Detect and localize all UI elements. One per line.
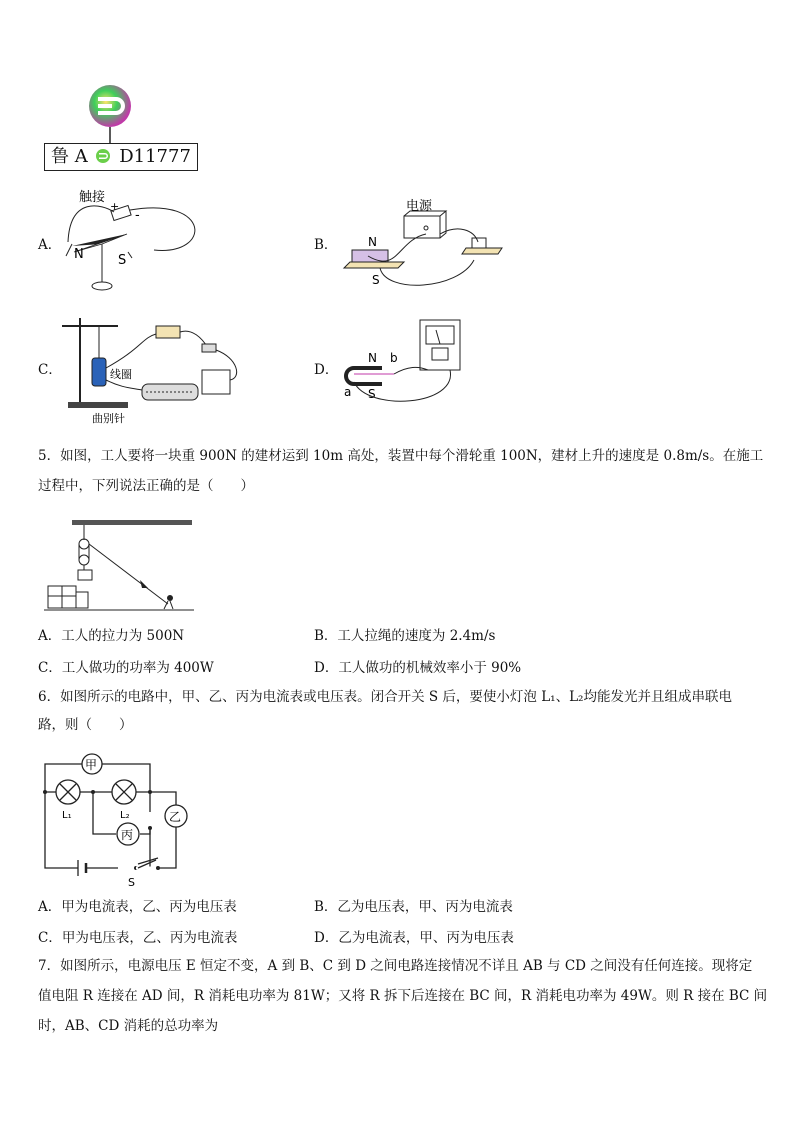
q5-line-2: 过程中，下列说法正确的是（ ） xyxy=(38,478,254,494)
coil-label: 线圈 xyxy=(110,368,132,381)
svg-text:+: + xyxy=(110,200,120,213)
q5-pulley-figure xyxy=(44,516,194,614)
plate-prefix: 鲁 A xyxy=(51,146,88,167)
q4-option-d-figure xyxy=(338,316,478,410)
svg-text:乙: 乙 xyxy=(169,810,182,824)
meter-bing-icon xyxy=(117,823,139,845)
q4-option-c-figure xyxy=(62,308,272,426)
svg-text:甲: 甲 xyxy=(85,758,98,772)
svg-text:丙: 丙 xyxy=(121,828,134,842)
l1-label: L₁ xyxy=(62,810,72,821)
q6-option-d: D．乙为电流表，甲、丙为电压表 xyxy=(314,930,514,946)
license-plate xyxy=(44,143,198,171)
bricks-icon xyxy=(48,586,88,608)
q4-option-c-label: C． xyxy=(38,362,62,378)
svg-text:N: N xyxy=(74,247,84,262)
q6-circuit-figure xyxy=(40,750,190,890)
q4-option-d-label: D． xyxy=(314,362,339,378)
power-label: 电源 xyxy=(406,199,433,214)
q6-option-c: C．甲为电压表，乙、丙为电流表 xyxy=(38,930,238,946)
q6-line-2: 路，则（ ） xyxy=(38,717,133,733)
load-block-icon xyxy=(78,570,92,580)
q5-option-c: C．工人做功的功率为 400W xyxy=(38,660,214,676)
q4-option-b-label: B． xyxy=(314,237,338,253)
svg-text:N: N xyxy=(368,235,377,249)
logo-figure xyxy=(86,84,136,144)
magnet-icon xyxy=(352,250,388,262)
q4-option-b-figure xyxy=(338,194,508,294)
q7-line-2: 值电阻 R 连接在 AD 间，R 消耗电功率为 81W；又将 R 拆下后连接在 BC 间，R 消耗电功率为 49W。则 R 接在 BC 间 xyxy=(38,988,768,1004)
ammeter-jia-icon xyxy=(82,754,102,774)
pin-label: 曲别针 xyxy=(92,412,125,425)
plate-logo-icon xyxy=(95,148,111,164)
meter-yi-icon xyxy=(165,805,187,827)
q6-option-b: B．乙为电压表，甲、丙为电流表 xyxy=(314,899,513,915)
plate-number: D11777 xyxy=(119,146,191,167)
q5-option-b: B．工人拉绳的速度为 2.4m/s xyxy=(314,628,496,644)
svg-text:-: - xyxy=(135,208,140,223)
lamp-l2-icon xyxy=(112,780,136,804)
switch-icon xyxy=(472,238,486,248)
svg-text:N: N xyxy=(368,351,377,365)
q4-option-a-label: A． xyxy=(38,237,62,253)
svg-text:S: S xyxy=(118,253,127,268)
q6-option-a: A．甲为电流表，乙、丙为电压表 xyxy=(38,899,237,915)
svg-text:b: b xyxy=(390,351,398,365)
q5-option-d: D．工人做功的机械效率小于 90% xyxy=(314,660,522,676)
q4-option-a-figure xyxy=(62,186,252,298)
svg-text:S: S xyxy=(372,273,380,287)
switch-label: S xyxy=(128,876,135,889)
ammeter-icon xyxy=(202,370,230,394)
svg-text:S: S xyxy=(368,387,376,401)
q6-line-1: 6．如图所示的电路中，甲、乙、丙为电流表或电压表。闭合开关 S 后，要使小灯泡 L₁、L₂均能发光并且组成串联电 xyxy=(38,689,732,705)
lamp-l1-icon xyxy=(56,780,80,804)
q5-line-1: 5．如图，工人要将一块重 900N 的建材运到 10m 高处，装置中每个滑轮重 100N，建材上升的速度是 0.8m/s。在施工 xyxy=(38,448,764,464)
l2-label: L₂ xyxy=(120,810,130,821)
q5-option-a: A．工人的拉力为 500N xyxy=(38,628,185,644)
coil-icon xyxy=(92,358,106,386)
q7-line-1: 7．如图所示，电源电压 E 恒定不变，A 到 B、C 到 D 之间电路连接情况不详且 AB 与 CD 之间没有任何连接。现将定 xyxy=(38,958,753,974)
q7-line-3: 时，AB、CD 消耗的总功率为 xyxy=(38,1018,219,1034)
touch-label: 触接 xyxy=(79,190,106,205)
svg-text:a: a xyxy=(344,385,352,399)
pulley-icon xyxy=(79,539,89,549)
horseshoe-magnet-icon xyxy=(346,368,382,384)
